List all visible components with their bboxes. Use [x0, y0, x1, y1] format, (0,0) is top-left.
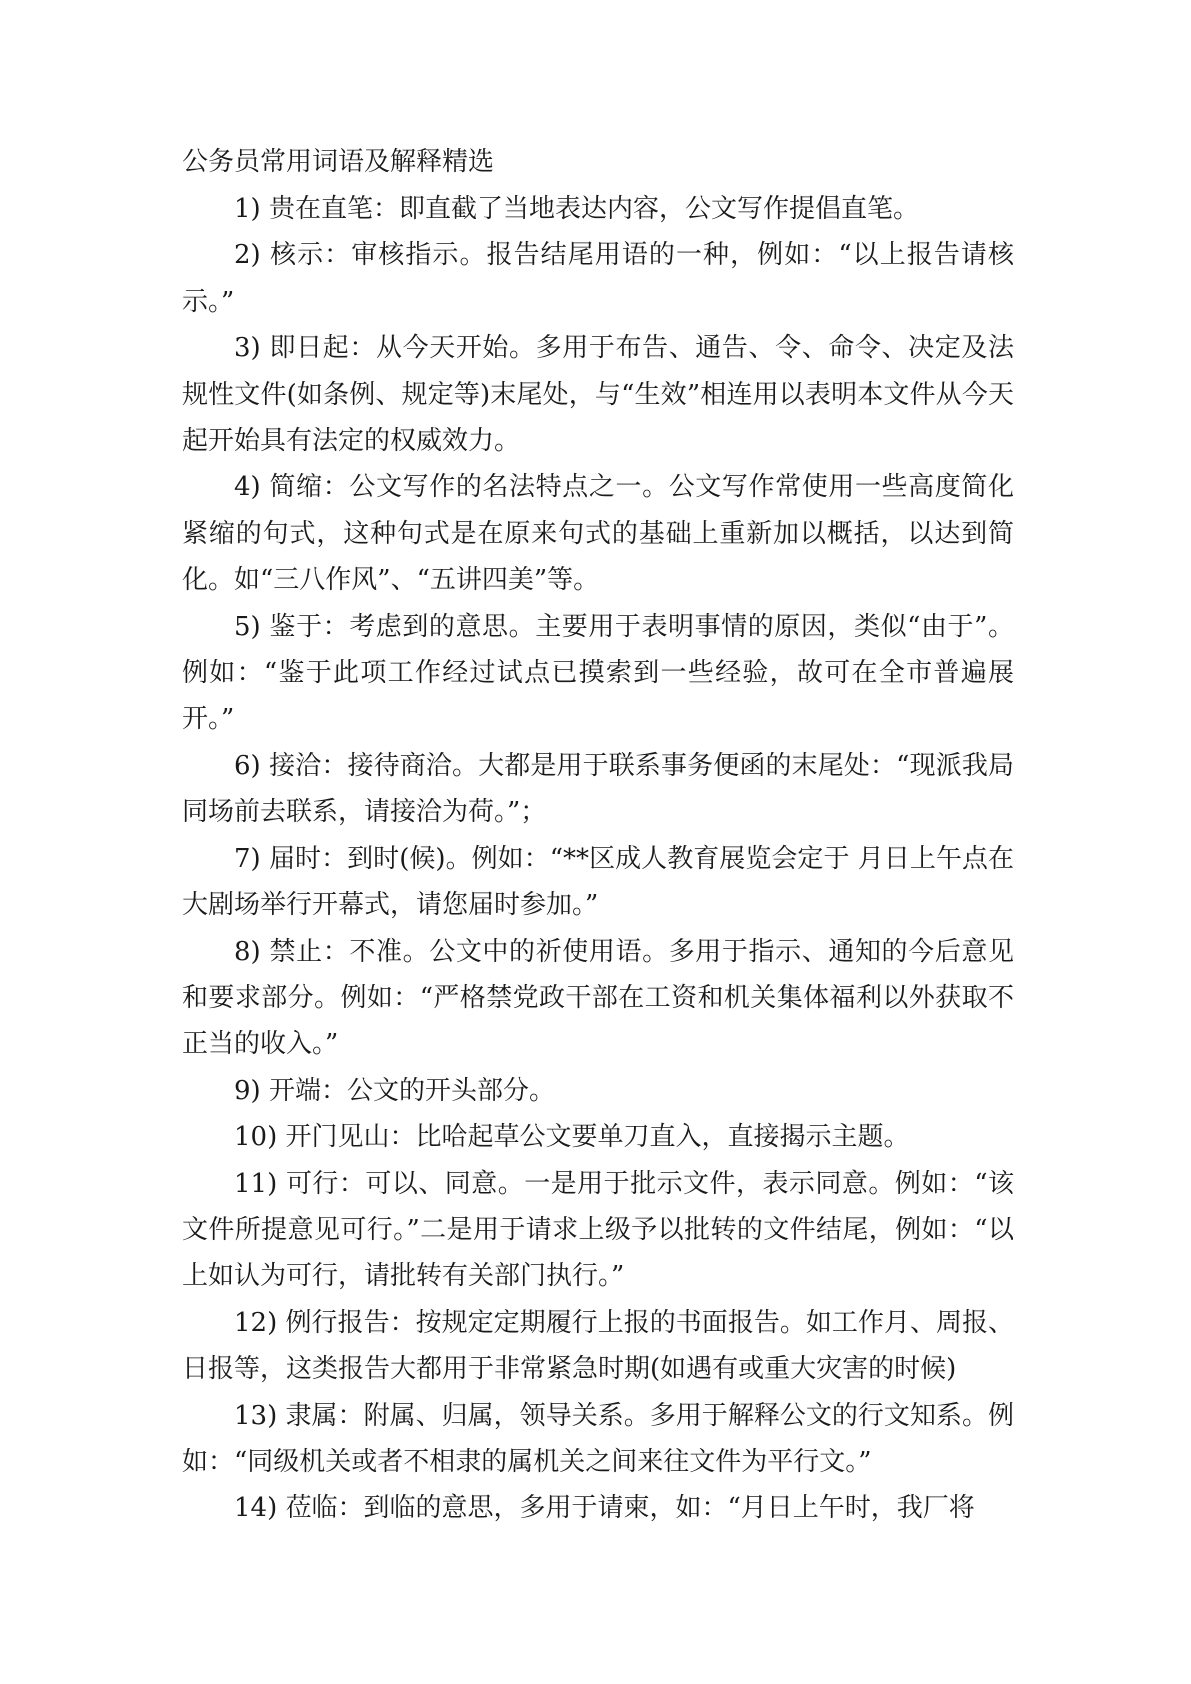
- entry-4: 4) 简缩：公文写作的名法特点之一。公文写作常使用一些高度简化紧缩的句式，这种句式是在原来句式的基础上重新加以概括，以达到简化。如“三八作风”、“五讲四美”等。: [182, 472, 1014, 596]
- entry-2: 2) 核示：审核指示。报告结尾用语的一种，例如：“以上报告请核示。”: [182, 240, 1014, 317]
- entry-14: 14) 莅临：到临的意思，多用于请柬，如：“月日上午时，我厂将: [234, 1493, 975, 1524]
- entry-9: 9) 开端：公文的开头部分。: [234, 1075, 555, 1106]
- entry-8: 8) 禁止：不准。公文中的祈使用语。多用于指示、通知的今后意见和要求部分。例如：“严格禁党政干部在工资和机关集体福利以外获取不正当的收入。”: [182, 936, 1014, 1060]
- entry-6: 6) 接洽：接待商洽。大都是用于联系事务便函的末尾处：“现派我局同场前去联系，请接洽为荷。”；: [182, 750, 1014, 828]
- entry-1: 1) 贵在直笔：即直截了当地表达内容，公文写作提倡直笔。: [234, 194, 919, 224]
- document-page: [182, 138, 1014, 1532]
- entry-11: 11) 可行：可以、同意。一是用于批示文件，表示同意。例如：“该文件所提意见可行。”二是用于请求上级予以批转的文件结尾，例如：“以上如认为可行，请批转有关部门执行。”: [182, 1168, 1014, 1292]
- entry-12: 12) 例行报告：按规定定期履行上报的书面报告。如工作月、周报、日报等，这类报告大都用于非常紧急时期(如遇有或重大灾害的时候): [182, 1307, 1014, 1385]
- entry-10: 10) 开门见山：比哈起草公文要单刀直入，直接揭示主题。: [234, 1122, 910, 1153]
- entry-13: 13) 隶属：附属、归属，领导关系。多用于解释公文的行文知系。例如：“同级机关或者不相隶的属机关之间来往文件为平行文。”: [182, 1400, 1014, 1477]
- entry-7: 7) 届时：到时(候)。例如：“**区成人教育展览会定于 月日上午点在大剧场举行开幕式，请您届时参加。”: [182, 843, 1014, 921]
- entry-5: 5) 鉴于：考虑到的意思。主要用于表明事情的原因，类似“由于”。例如：“鉴于此项工作经过试点已摸索到一些经验，故可在全市普遍展开。”: [182, 611, 1014, 735]
- document-title: 公务员常用词语及解释精选: [182, 147, 495, 177]
- entry-3: 3) 即日起：从今天开始。多用于布告、通告、令、命令、决定及法规性文件(如条例、规定等)末尾处，与“生效”相连用以表明本文件从今天起开始具有法定的权威效力。: [182, 333, 1014, 457]
